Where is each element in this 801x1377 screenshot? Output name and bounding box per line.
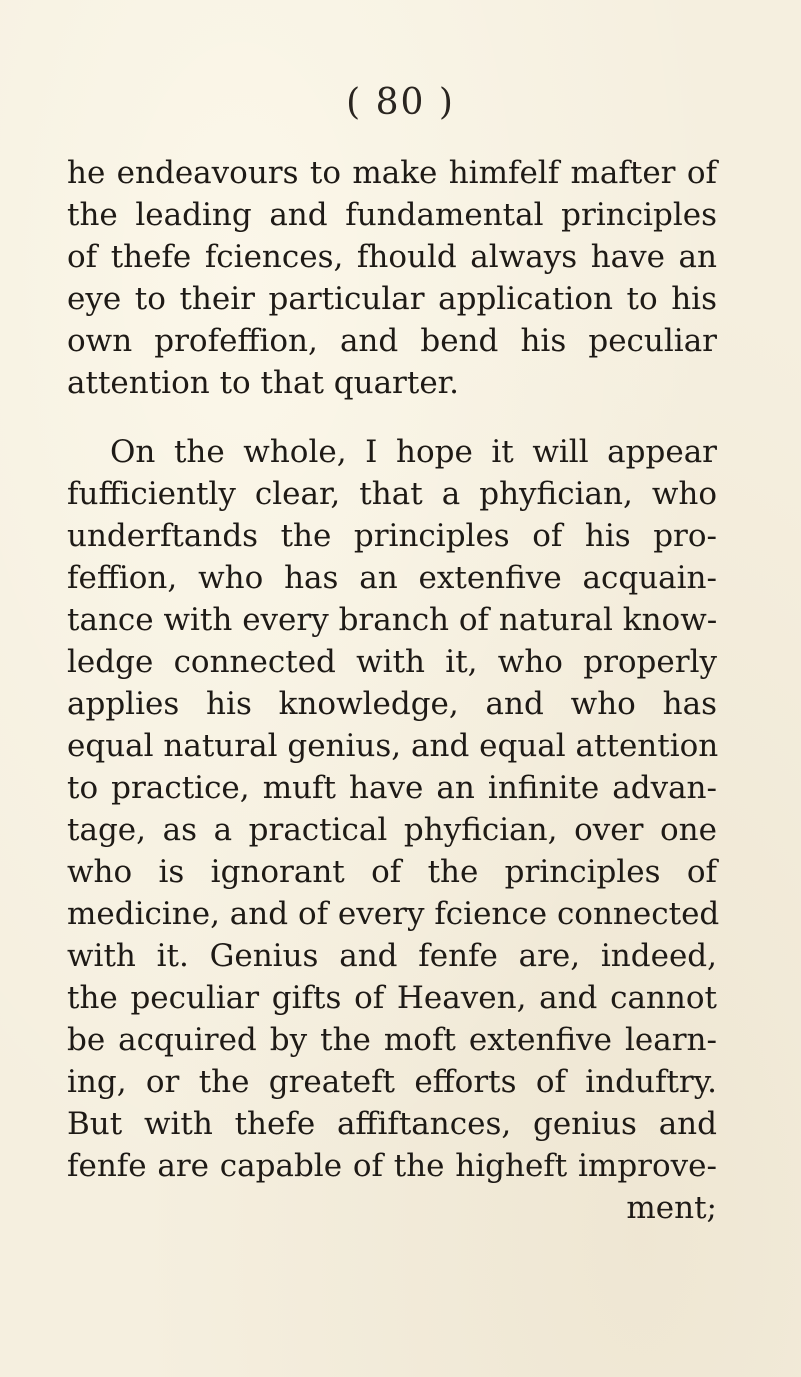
- text-line: ledge connected with it, who properly: [67, 644, 717, 680]
- text-line: be acquired by the moft extenfive learn-: [67, 1022, 717, 1058]
- text-line: with it. Genius and fenfe are, indeed,: [67, 938, 717, 974]
- text-line: medicine, and of every fcience connected: [67, 896, 720, 932]
- text-line: tance with every branch of natural know-: [67, 602, 718, 638]
- text-line: ing, or the greateft efforts of induftry.: [67, 1064, 717, 1100]
- catchword: ment;: [626, 1190, 717, 1226]
- text-line: the peculiar gifts of Heaven, and cannot: [67, 980, 717, 1016]
- page-number: ( 80 ): [346, 82, 455, 123]
- text-line: tage, as a practical phyfician, over one: [67, 812, 717, 848]
- text-line: he endeavours to make himfelf mafter of: [67, 155, 717, 191]
- text-line: On the whole, I hope it will appear: [110, 434, 717, 470]
- text-line: own profeffion, and bend his peculiar: [67, 323, 717, 359]
- text-line: But with thefe affiftances, genius and: [67, 1106, 717, 1142]
- text-line: eye to their particular application to his: [67, 281, 717, 317]
- text-line: the leading and fundamental principles: [67, 197, 717, 233]
- text-line: fenfe are capable of the higheft improve-: [67, 1148, 717, 1184]
- text-line: applies his knowledge, and who has: [67, 686, 717, 722]
- text-line: feffion, who has an extenfive acquain-: [67, 560, 717, 596]
- text-line: of thefe fciences, fhould always have an: [67, 239, 717, 275]
- text-line: who is ignorant of the principles of: [67, 854, 717, 890]
- text-line: underftands the principles of his pro-: [67, 518, 717, 554]
- text-line: attention to that quarter.: [67, 365, 459, 401]
- text-line: fufficiently clear, that a phyfician, who: [67, 476, 717, 512]
- text-line: to practice, muft have an infinite advan-: [67, 770, 717, 806]
- text-line: equal natural genius, and equal attention: [67, 728, 719, 764]
